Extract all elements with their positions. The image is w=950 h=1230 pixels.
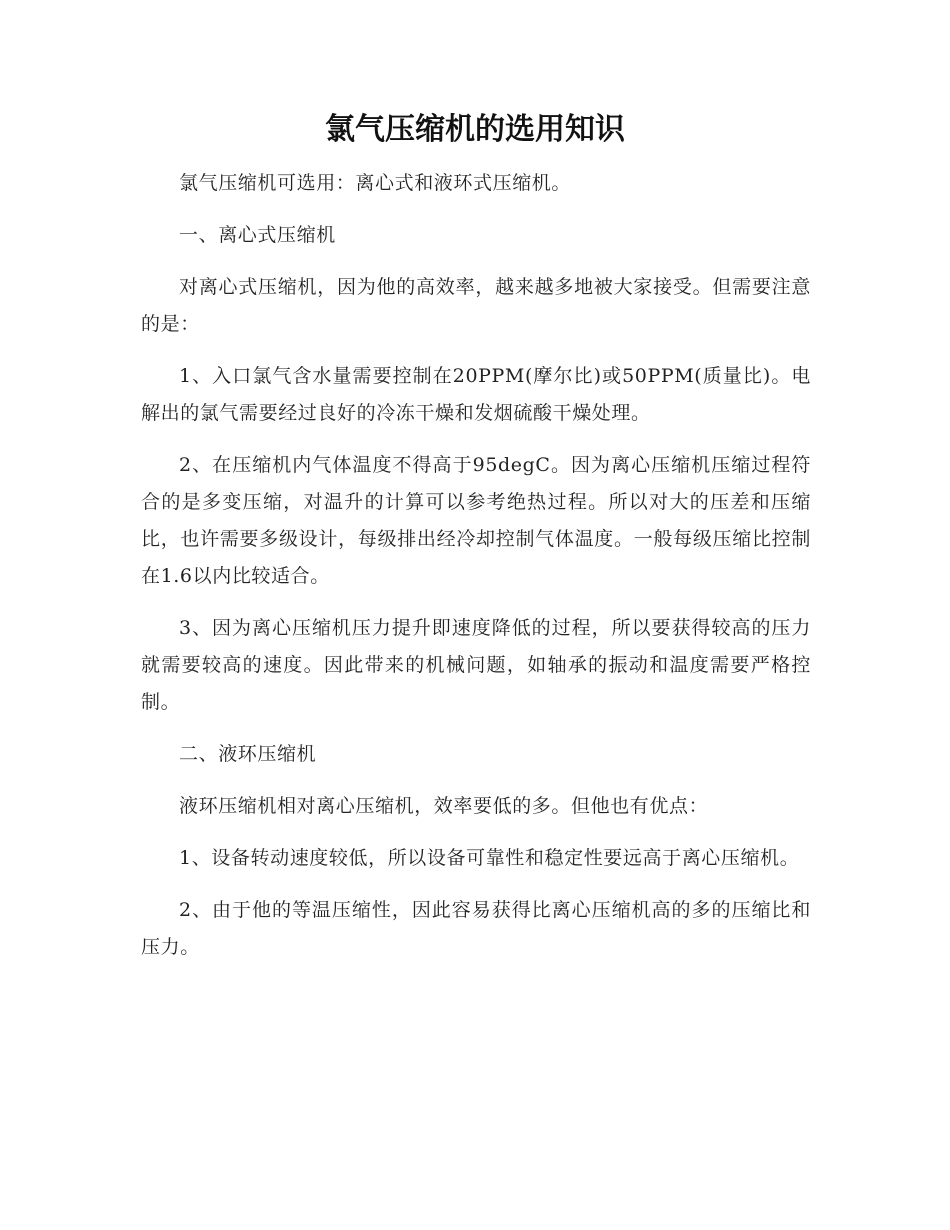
document-body	[141, 165, 811, 981]
paragraph-liquid-ring-intro: 液环压缩机相对离心压缩机，效率要低的多。但他也有优点：	[179, 795, 709, 817]
section-heading-centrifugal: 一、离心式压缩机	[179, 224, 336, 246]
paragraph-liquid-ring-point-2: 2、由于他的等温压缩性，因此容易获得比离心压缩机高的多的压缩比和压力。	[141, 899, 811, 958]
paragraph-centrifugal-intro: 对离心式压缩机，因为他的高效率，越来越多地被大家接受。但需要注意的是：	[141, 276, 811, 335]
paragraph-centrifugal-point-1: 1、入口氯气含水量需要控制在20PPM(摩尔比)或50PPM(质量比)。电解出的氯气需要经过良好的冷冻干燥和发烟硫酸干燥处理。	[141, 365, 811, 424]
document-title: 氯气压缩机的选用知识	[325, 112, 625, 147]
section-heading-liquid-ring: 二、液环压缩机	[179, 743, 317, 765]
paragraph-intro: 氯气压缩机可选用：离心式和液环式压缩机。	[179, 172, 572, 194]
paragraph-centrifugal-point-3: 3、因为离心压缩机压力提升即速度降低的过程，所以要获得较高的压力就需要较高的速度。因此带来的机械问题，如轴承的振动和温度需要严格控制。	[141, 617, 811, 713]
paragraph-centrifugal-point-2: 2、在压缩机内气体温度不得高于95degC。因为离心压缩机压缩过程符合的是多变压缩，对温升的计算可以参考绝热过程。所以对大的压差和压缩比，也许需要多级设计，每级排出经冷却控制气体温度。一般每级压缩比控制在1.6以内比较适合。	[141, 454, 811, 587]
paragraph-liquid-ring-point-1: 1、设备转动速度较低，所以设备可靠性和稳定性要远高于离心压缩机。	[179, 847, 800, 869]
